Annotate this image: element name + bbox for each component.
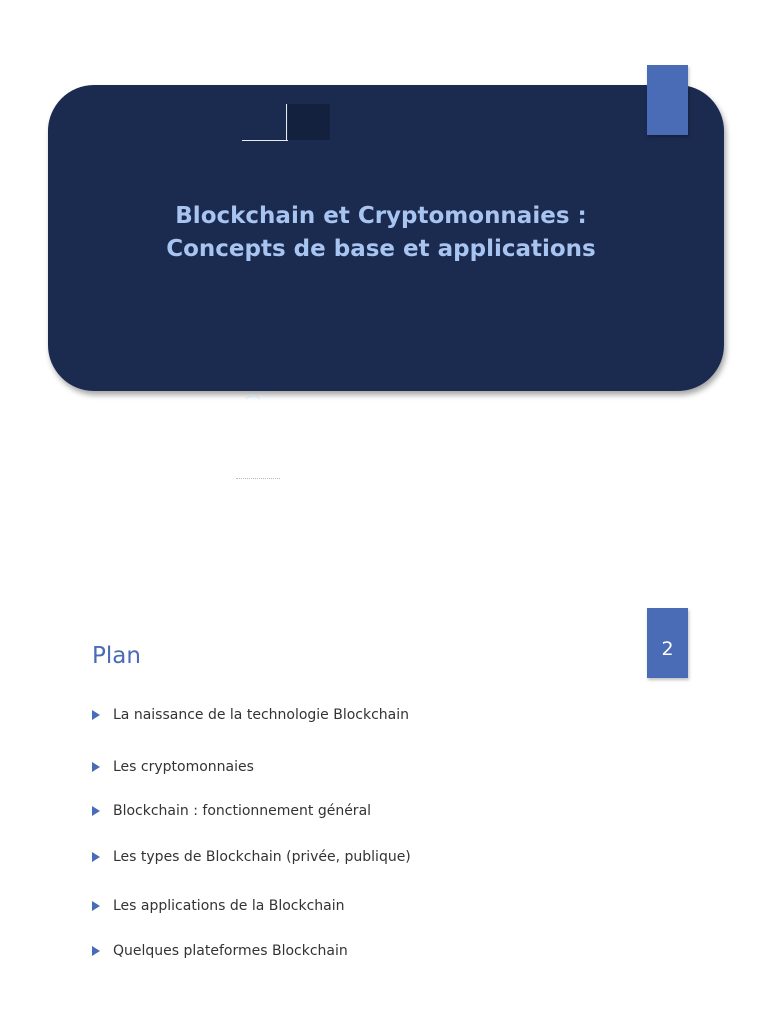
list-item-text: La naissance de la technologie Blockchain bbox=[113, 707, 410, 723]
triangle-right-icon bbox=[92, 710, 100, 720]
list-item-text: Les cryptomonnaies bbox=[113, 759, 254, 775]
title-slide bbox=[0, 0, 768, 500]
list-item bbox=[92, 757, 254, 777]
list-item-text: Les types de Blockchain (privée, publique) bbox=[113, 849, 411, 865]
list-item-text: Les applications de la Blockchain bbox=[113, 898, 345, 914]
slide-title-line-2: Concepts de base et applications bbox=[166, 236, 596, 262]
triangle-right-icon bbox=[92, 852, 100, 862]
decorative-line bbox=[242, 140, 288, 141]
faint-arc-icon bbox=[246, 395, 260, 405]
list-item bbox=[92, 941, 348, 961]
faint-divider bbox=[236, 478, 280, 480]
list-item-text: Blockchain : fonctionnement général bbox=[113, 803, 372, 819]
plan-slide bbox=[0, 540, 768, 1024]
list-item-text: Quelques plateformes Blockchain bbox=[113, 943, 348, 959]
triangle-right-icon bbox=[92, 946, 100, 956]
list-item bbox=[92, 801, 371, 821]
triangle-right-icon bbox=[92, 762, 100, 772]
triangle-right-icon bbox=[92, 901, 100, 911]
list-item bbox=[92, 847, 411, 867]
slide-title-line-1: Blockchain et Cryptomonnaies : bbox=[175, 203, 587, 229]
corner-tab bbox=[647, 65, 688, 135]
plan-title: Plan bbox=[92, 643, 141, 669]
page-number-badge: 2 bbox=[647, 608, 688, 678]
decorative-line bbox=[286, 104, 287, 140]
list-item bbox=[92, 705, 409, 725]
slide-title bbox=[48, 200, 714, 266]
decorative-block bbox=[288, 104, 330, 140]
triangle-right-icon bbox=[92, 806, 100, 816]
list-item bbox=[92, 896, 345, 916]
